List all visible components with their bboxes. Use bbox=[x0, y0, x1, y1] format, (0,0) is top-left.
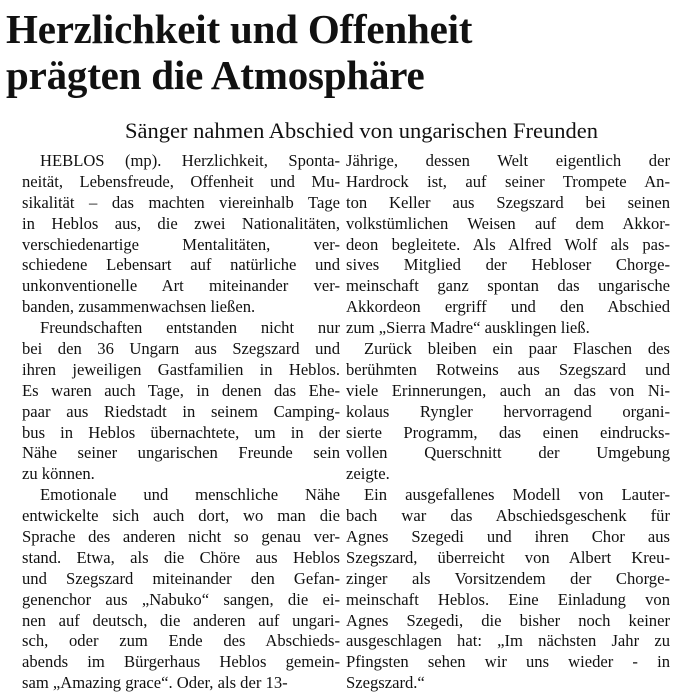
article-paragraph bbox=[346, 339, 670, 485]
text-line: Zurück bleiben ein paar Flaschen des bbox=[364, 339, 670, 359]
text-line: genenchor aus „Nabuko“ sangen, die ei- bbox=[22, 589, 340, 609]
text-line: Nähe seiner ungarischen Freunde sein bbox=[22, 443, 340, 463]
text-line: banden, zusammenwachsen ließen. bbox=[22, 297, 256, 317]
text-line: vollen Querschnitt der Umgebung bbox=[346, 443, 670, 463]
article-paragraph bbox=[346, 485, 670, 694]
article-column-left bbox=[22, 151, 340, 694]
text-line: meinschaft ganz spontan das ungarische bbox=[346, 276, 670, 296]
text-line: paar aus Riedstadt in seinem Camping- bbox=[22, 401, 340, 421]
text-line: berühmten Rotweins aus Szegszard und bbox=[346, 359, 670, 379]
text-line: Szegszard.“ bbox=[346, 673, 425, 693]
text-line: kolaus Ryngler hervorragend organi- bbox=[346, 401, 670, 421]
text-line: zeigte. bbox=[346, 464, 390, 484]
text-line: stand. Etwa, als die Chöre aus Heblos bbox=[22, 547, 340, 567]
text-line: volkstümlichen Weisen auf dem Akkor- bbox=[346, 213, 670, 233]
text-line: Jährige, dessen Welt eigentlich der bbox=[346, 151, 670, 170]
text-line: meinschaft Heblos. Eine Einladung von bbox=[346, 589, 670, 609]
text-line: schiedene Lebensart auf natürliche und bbox=[22, 255, 340, 275]
text-line: Es waren auch Tage, in denen das Ehe- bbox=[22, 380, 340, 400]
text-line: ausgeschlagen hat: „Im nächsten Jahr zu bbox=[346, 631, 670, 651]
article-paragraph bbox=[22, 485, 340, 694]
text-line: zum „Sierra Madre“ ausklingen ließ. bbox=[346, 318, 590, 338]
headline-line: prägten die Atmosphäre bbox=[6, 52, 425, 98]
text-line: Sprache des anderen nicht so genau ver- bbox=[22, 527, 340, 547]
text-line: ihren jeweiligen Gastfamilien in Heblos. bbox=[22, 359, 340, 379]
text-line: Agnes Szegedi und ihren Chor aus bbox=[346, 527, 670, 547]
text-line: sam „Amazing grace“. Oder, als der 13- bbox=[22, 673, 288, 693]
text-line: unkonventionelle Art miteinander ver- bbox=[22, 276, 340, 296]
text-line: in Heblos aus, die zwei Nationalitäten, bbox=[22, 213, 340, 233]
text-line: abends im Bürgerhaus Heblos gemein- bbox=[22, 652, 340, 672]
article-subheadline: Sänger nahmen Abschied von ungarischen Freunden bbox=[125, 118, 599, 143]
article-paragraph bbox=[346, 151, 670, 339]
text-line: Freundschaften entstanden nicht nur bbox=[40, 318, 340, 338]
text-line: bus in Heblos übernachtete, um in der bbox=[22, 422, 340, 442]
text-line: sch, oder zum Ende des Abschieds- bbox=[22, 631, 340, 651]
article-paragraph bbox=[22, 318, 340, 485]
text-line: zu können. bbox=[22, 464, 95, 484]
text-line: bei den 36 Ungarn aus Szegszard und bbox=[22, 339, 340, 359]
text-line: sives Mitglied der Hebloser Chorge- bbox=[346, 255, 670, 275]
text-line: Agnes Szegedi, die bisher noch keiner bbox=[346, 610, 670, 630]
newspaper-article bbox=[6, 0, 678, 693]
text-line: HEBLOS (mp). Herzlichkeit, Sponta- bbox=[40, 151, 340, 170]
text-line: entwickelte sich auch dort, wo man die bbox=[22, 506, 340, 526]
text-line: verschiedenartige Mentalitäten, ver- bbox=[22, 234, 340, 254]
text-line: zinger als Vorsitzendem der Chorge- bbox=[346, 568, 670, 588]
text-line: neität, Lebensfreude, Offenheit und Mu- bbox=[22, 171, 340, 191]
article-paragraph bbox=[22, 151, 340, 318]
text-line: ton Keller aus Szegszard bei seinen bbox=[346, 192, 670, 212]
text-line: Pfingsten sehen wir uns wieder - in bbox=[346, 652, 670, 672]
text-line: sierte Programm, das einen eindrucks- bbox=[346, 422, 670, 442]
text-line: Ein ausgefallenes Modell von Lauter- bbox=[364, 485, 670, 505]
headline-line: Herzlichkeit und Offenheit bbox=[6, 6, 473, 52]
text-line: deon begleitete. Als Alfred Wolf als pas- bbox=[346, 234, 670, 254]
text-line: nen auf deutsch, die anderen auf ungari- bbox=[22, 610, 340, 630]
text-line: viele Erinnerungen, auch an das von Ni- bbox=[346, 380, 670, 400]
text-line: und Szegszard miteinander den Gefan- bbox=[22, 568, 340, 588]
text-line: Szegszard, überreicht von Albert Kreu- bbox=[346, 547, 670, 567]
text-line: sikalität – das machten viereinhalb Tage bbox=[22, 192, 340, 212]
text-line: bach war das Abschiedsgeschenk für bbox=[346, 506, 670, 526]
article-column-right bbox=[346, 151, 670, 694]
article-headline bbox=[6, 6, 472, 98]
text-line: Hardrock ist, auf seiner Trompete An- bbox=[346, 171, 670, 191]
text-line: Akkordeon ergriff und den Abschied bbox=[346, 297, 670, 317]
text-line: Emotionale und menschliche Nähe bbox=[40, 485, 340, 505]
